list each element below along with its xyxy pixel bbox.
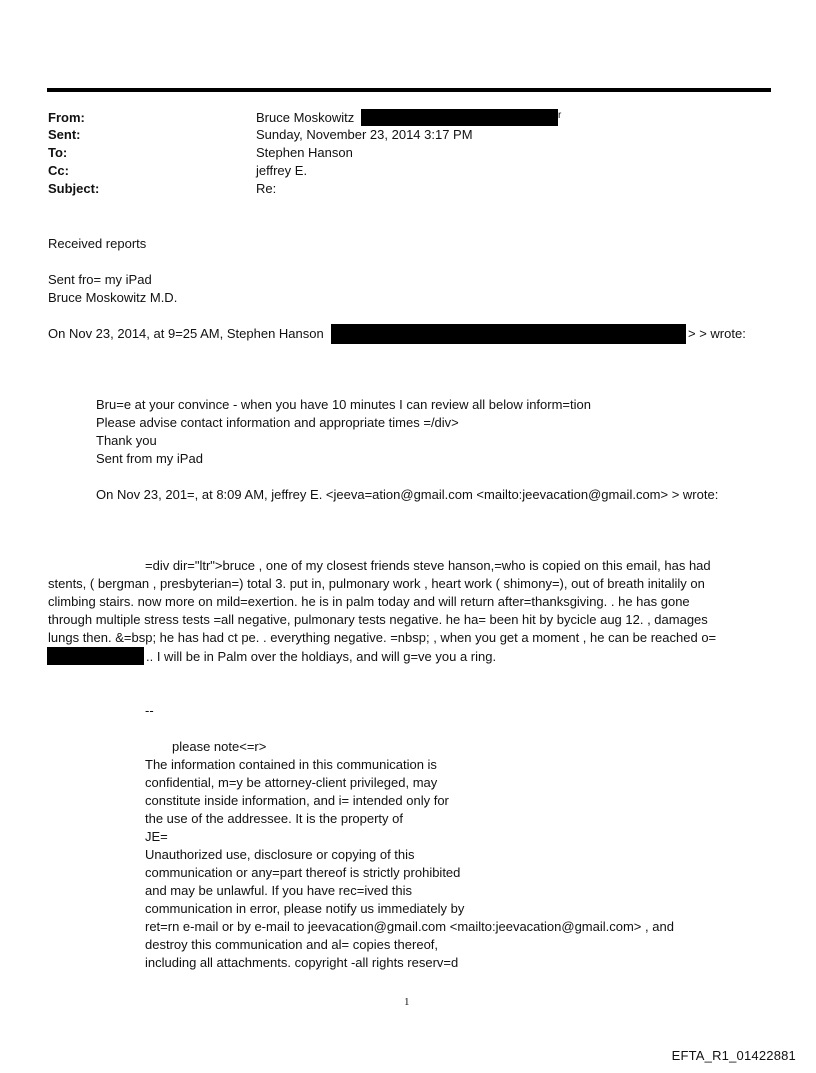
received-text: Received reports bbox=[48, 236, 147, 251]
disclaimer-line: ret=rn e-mail or by e-mail to jeevacation@gmail.com <mailto:jeevacation@gmail.com> , and bbox=[145, 919, 674, 934]
q2-line: climbing stairs. now more on mild=exertion. he is in palm today and will return after=thanksgiving. . he has gone bbox=[48, 594, 690, 609]
redaction-box bbox=[361, 109, 558, 126]
q1-line: Thank you bbox=[96, 433, 157, 448]
disclaimer-line: The information contained in this communication is bbox=[145, 757, 437, 772]
disclaimer-line: destroy this communication and al= copies thereof, bbox=[145, 937, 439, 952]
cc-value: jeffrey E. bbox=[256, 163, 308, 178]
q2-line: .. I will be in Palm over the holdiays, and will g=ve you a ring. bbox=[146, 649, 497, 664]
disclaimer-line: including all attachments. copyright -all rights reserv=d bbox=[145, 955, 459, 970]
disclaimer-line: communication or any=part thereof is strictly prohibited bbox=[145, 865, 461, 880]
q1-line: Please advise contact information and appropriate times =/div> bbox=[96, 415, 459, 430]
disclaimer-line: the use of the addressee. It is the property of bbox=[145, 811, 403, 826]
disclaimer-line: JE= bbox=[145, 829, 168, 844]
document-id: EFTA_R1_01422881 bbox=[671, 1048, 796, 1063]
redaction-box bbox=[47, 647, 144, 665]
quote2-header: On Nov 23, 201=, at 8:09 AM, jeffrey E. <jeeva=ation@gmail.com <mailto:jeevacation@gmail.com> > wrote: bbox=[96, 487, 719, 502]
q2-line: stents, ( bergman , presbyterian=) total 3. put in, pulmonary work , heart work ( shimony=), out of breath initalily on bbox=[48, 576, 705, 591]
sent-from-text: Sent fro= my iPad bbox=[48, 272, 152, 287]
header-rule bbox=[47, 88, 771, 92]
quote1-suffix: > > wrote: bbox=[688, 326, 746, 341]
disclaimer-line: Unauthorized use, disclosure or copying of this bbox=[145, 847, 415, 862]
signature-text: Bruce Moskowitz M.D. bbox=[48, 290, 178, 305]
from-trail: r bbox=[558, 110, 562, 121]
to-label: To: bbox=[48, 145, 68, 160]
separator: -- bbox=[145, 703, 154, 718]
subject-value: Re: bbox=[256, 181, 277, 196]
q2-line: through multiple stress tests =all negative, pulmonary tests negative. he ha= been hit by bycicle aug 12. , damages bbox=[48, 612, 708, 627]
to-value: Stephen Hanson bbox=[256, 145, 353, 160]
disclaimer-line: and may be unlawful. If you have rec=ived this bbox=[145, 883, 413, 898]
q2-line: lungs then. &=bsp; he has had ct pe. . everything negative. =nbsp; , when you get a moment , he can be reached o= bbox=[48, 630, 717, 645]
q1-line: Bru=e at your convince - when you have 10 minutes I can review all below inform=tion bbox=[96, 397, 591, 412]
redaction-box bbox=[331, 324, 686, 344]
cc-label: Cc: bbox=[48, 163, 69, 178]
please-note: please note<=r> bbox=[172, 739, 267, 754]
sent-label: Sent: bbox=[48, 127, 81, 142]
q1-line: Sent from my iPad bbox=[96, 451, 203, 466]
disclaimer-line: communication in error, please notify us immediately by bbox=[145, 901, 465, 916]
sent-value: Sunday, November 23, 2014 3:17 PM bbox=[256, 127, 473, 142]
from-label: From: bbox=[48, 110, 85, 125]
quote1-header: On Nov 23, 2014, at 9=25 AM, Stephen Hanson bbox=[48, 326, 324, 341]
page-number: 1 bbox=[404, 996, 410, 1008]
from-value: Bruce Moskowitz bbox=[256, 110, 355, 125]
disclaimer-line: constitute inside information, and i= intended only for bbox=[145, 793, 449, 808]
q2-line: =div dir="ltr">bruce , one of my closest friends steve hanson,=who is copied on this email, has had bbox=[145, 558, 711, 573]
subject-label: Subject: bbox=[48, 181, 100, 196]
disclaimer-line: confidential, m=y be attorney-client privileged, may bbox=[145, 775, 438, 790]
